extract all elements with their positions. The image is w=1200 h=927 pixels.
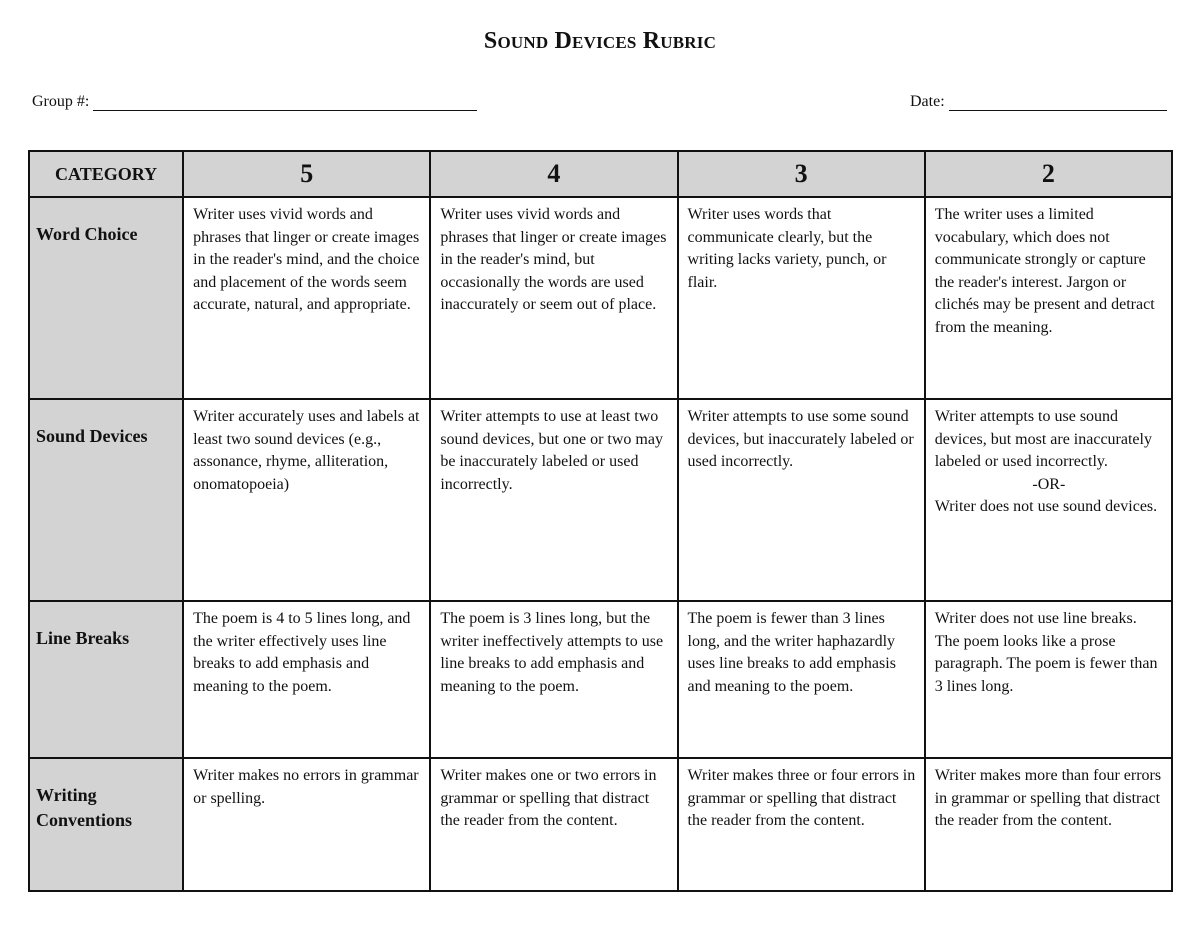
cell-sound-devices-2-text: Writer attempts to use sound devices, but most are inaccurately labeled or used incorrectly. [934,408,1152,470]
category-writing-conventions: Writing Conventions [29,758,183,891]
header-category: CATEGORY [29,151,183,197]
header-fields [32,93,1174,115]
rubric-table [28,150,1173,892]
cell-writing-conventions-3: Writer makes three or four errors in grammar or spelling that distract the reader from the content. [678,758,925,891]
cell-writing-conventions-4: Writer makes one or two errors in grammar or spelling that distract the reader from the content. [430,758,677,891]
page-title: Sound Devices Rubric [483,28,717,54]
cell-line-breaks-3: The poem is fewer than 3 lines long, and the writer haphazardly uses line breaks to add emphasis and meaning to the poem. [678,601,925,758]
cell-sound-devices-5: Writer accurately uses and labels at least two sound devices (e.g., assonance, rhyme, alliteration, onomatopoeia) [183,399,430,601]
cell-sound-devices-4: Writer attempts to use at least two sound devices, but one or two may be inaccurately labeled or used incorrectly. [430,399,677,601]
header-score-2: 2 [925,151,1172,197]
date-blank-line[interactable] [949,95,1167,111]
cell-writing-conventions-2: Writer makes more than four errors in grammar or spelling that distract the reader from the content. [925,758,1172,891]
table-row [29,601,1172,758]
header-score-4: 4 [430,151,677,197]
cell-writing-conventions-5: Writer makes no errors in grammar or spelling. [183,758,430,891]
cell-line-breaks-2: Writer does not use line breaks. The poem looks like a prose paragraph. The poem is fewer than 3 lines long. [925,601,1172,758]
cell-sound-devices-2 [925,399,1172,601]
cell-sound-devices-2-alt-text: Writer does not use sound devices. [934,498,1158,515]
cell-line-breaks-5: The poem is 4 to 5 lines long, and the writer effectively uses line breaks to add emphasis and meaning to the poem. [183,601,430,758]
header-score-5: 5 [183,151,430,197]
group-number-blank-line[interactable] [93,95,477,111]
table-row [29,758,1172,891]
or-separator: -OR- [1032,475,1066,493]
cell-word-choice-4: Writer uses vivid words and phrases that linger or create images in the reader's mind, but occasionally the words are used inaccurately or seem out of place. [430,197,677,399]
group-number-field[interactable] [32,93,477,111]
group-number-label: Group #: [32,93,90,110]
category-sound-devices: Sound Devices [29,399,183,601]
date-label: Date: [910,93,945,110]
header-score-3: 3 [678,151,925,197]
cell-word-choice-2: The writer uses a limited vocabulary, which does not communicate strongly or capture the reader's interest. Jargon or clichés may be present and detract from the meaning. [925,197,1172,399]
category-word-choice: Word Choice [29,197,183,399]
header-row [29,151,1172,197]
table-row [29,197,1172,399]
cell-word-choice-5: Writer uses vivid words and phrases that linger or create images in the reader's mind, and the choice and placement of the words seem accurate, natural, and appropriate. [183,197,430,399]
cell-word-choice-3: Writer uses words that communicate clearly, but the writing lacks variety, punch, or flair. [678,197,925,399]
date-field[interactable] [910,93,1167,111]
table-row [29,399,1172,601]
cell-line-breaks-4: The poem is 3 lines long, but the writer ineffectively attempts to use line breaks to add emphasis and meaning to the poem. [430,601,677,758]
category-line-breaks: Line Breaks [29,601,183,758]
cell-sound-devices-3: Writer attempts to use some sound devices, but inaccurately labeled or used incorrectly. [678,399,925,601]
